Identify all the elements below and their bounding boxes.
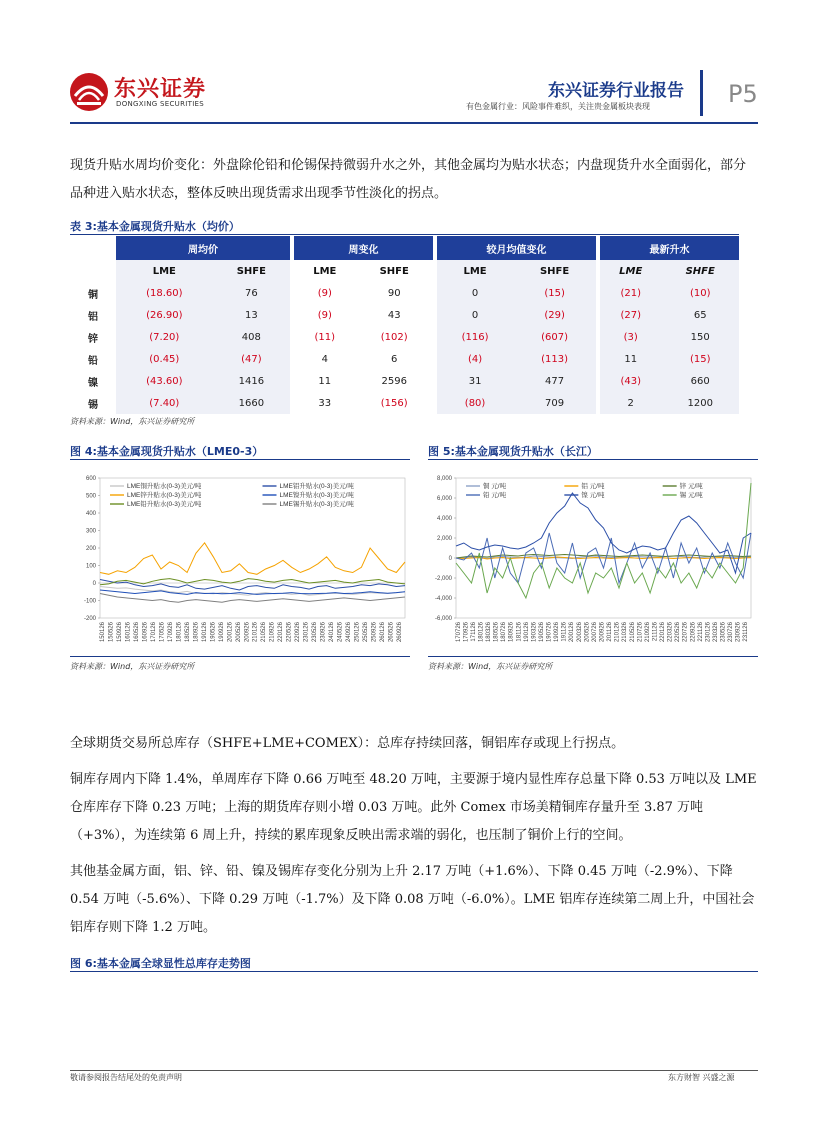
x-tick-label: 220326 [667,622,674,643]
table-row [70,304,739,326]
x-tick-label: 180926 [193,622,200,643]
table-cell: 11 [600,348,661,370]
x-tick-label: 190126 [201,622,208,643]
x-tick-label: 250926 [371,622,378,643]
y-tick-label: 4,000 [436,516,452,522]
table-cell: 477 [513,370,596,392]
metal-label: 锡 [88,399,98,411]
table-cell: 43 [387,309,401,321]
table-cell: (47) [213,348,291,370]
page-number: P5 [728,80,758,108]
basis-table [70,236,739,414]
table-cell: 1660 [213,392,291,414]
group-header-weekly-avg: 周均价 [116,236,290,260]
x-tick-label: 210526 [629,622,636,643]
x-tick-label: 150926 [117,622,124,643]
subheader-lme: LME [116,260,213,282]
table-cell: (9) [317,309,332,321]
x-tick-label: 190726 [546,622,553,643]
y-tick-label: 0 [92,581,96,587]
x-tick-label: 200326 [576,622,583,643]
y-tick-label: 600 [85,476,96,482]
legend-label: 锡 元/吨 [679,492,703,500]
y-tick-label: 8,000 [436,476,452,482]
x-tick-label: 220126 [278,622,285,643]
paragraph-other-metals: 其他基金属方面，铝、锌、铅、镍及锡库存变化分别为上升 2.17 万吨（+1.6%）、下降 0.45 万吨（-2.9%）、下降 0.54 万吨（-5.6%）、下降 0.29 万吨（-1.7%）及下降 0.08 万吨（-6.0%）。LME 铝库存连续第二周上升，中国社会铝库存则下降 1.2 万吨。 [70,864,755,935]
subheader-shfe: SHFE [661,260,739,282]
x-tick-label: 200926 [599,622,606,643]
x-tick-label: 220926 [295,622,302,643]
figure5-chart [428,470,758,655]
figure5-bottom-rule [428,656,758,657]
x-tick-label: 210326 [622,622,629,643]
logo-text-en: DONGXING SECURITIES [116,100,205,108]
figure4-caption: 图 4:基本金属现货升贴水（LME0-3） [70,445,264,458]
table-row [70,392,739,414]
group-header-latest: 最新升水 [600,236,739,260]
table-cell: (18.60) [116,282,213,304]
legend-label: 锌 元/吨 [679,483,703,491]
table-cell: (607) [513,326,596,348]
table-cell: (156) [380,397,408,409]
x-tick-label: 170126 [151,622,158,643]
x-tick-label: 210126 [252,622,259,643]
series-line-4 [100,579,405,585]
table-cell: (113) [513,348,596,370]
x-tick-label: 150526 [108,622,115,643]
subheader-shfe: SHFE [355,260,433,282]
x-tick-label: 180726 [501,622,508,643]
x-tick-label: 160526 [134,622,141,643]
table-cell: 709 [513,392,596,414]
x-tick-label: 210926 [269,622,276,643]
y-tick-label: 6,000 [436,496,452,502]
group-header-vs-monthly: 较月均值变化 [437,236,596,260]
legend-label: 铅 元/吨 [483,492,507,500]
table-cell: 4 [321,353,328,365]
x-tick-label: 260126 [379,622,386,643]
subheader-shfe: SHFE [213,260,291,282]
x-tick-label: 190926 [554,622,561,643]
x-tick-label: 260526 [388,622,395,643]
header-rule [70,122,758,124]
table-cell: 33 [318,397,332,409]
y-tick-label: -200 [83,616,96,622]
x-tick-label: 160126 [125,622,132,643]
table-cell: 65 [661,304,739,326]
table-cell: (21) [600,282,661,304]
table-cell: 660 [661,370,739,392]
x-tick-label: 220926 [690,622,697,643]
table-row [70,348,739,370]
x-tick-label: 180526 [184,622,191,643]
x-tick-label: 200126 [569,622,576,643]
metal-label: 镍 [88,377,98,389]
paragraph-basis-summary: 现货升贴水周均价变化：外盘除伦铅和伦锡保持微弱升水之外，其他金属均为贴水状态；内盘现货升水全面弱化，部分品种进入贴水状态，整体反映出现货需求出现季节性淡化的拐点。 [70,158,747,201]
series-line-1 [100,580,405,591]
series-line-2 [100,543,405,575]
table-cell: 408 [213,326,291,348]
x-tick-label: 190526 [538,622,545,643]
x-tick-label: 230126 [705,622,712,643]
legend-label: LME铜升贴水(0-3)美元/吨 [127,483,202,491]
y-tick-label: -6,000 [434,616,452,622]
table-caption: 表 3:基本金属现货升贴水（均价） [70,220,240,233]
x-tick-label: 190926 [218,622,225,643]
y-tick-label: 100 [85,563,96,570]
table-cell: 6 [391,353,398,365]
legend-label: LME铝升贴水(0-3)美元/吨 [279,483,354,491]
x-tick-label: 220126 [660,622,667,643]
x-tick-label: 200926 [244,622,251,643]
x-tick-label: 210526 [261,622,268,643]
x-tick-label: 230126 [303,622,310,643]
legend-label: LME锌升贴水(0-3)美元/吨 [127,492,202,500]
logo-text-cn: 东兴证券 [114,77,207,102]
figure5-caption: 图 5:基本金属现货升贴水（长江） [428,445,598,458]
table-cell: (9) [317,287,332,299]
paragraph-copper-inventory: 铜库存周内下降 1.4%，单周库存下降 0.66 万吨至 48.20 万吨，主要源于境内显性库存总量下降 0.53 万吨以及 LME 仓库库存下降 0.23 万吨；上海的期货库存则小增 0.03 万吨。此外 Comex 市场美精铜库存量升至 3.87 万吨（+3%），为连续第 6 周上升，持续的累库现象反映出需求端的弱化，也压制了铜价上行的空间。 [70,772,757,843]
x-tick-label: 170926 [168,622,175,643]
x-tick-label: 200526 [584,622,591,643]
series-line-5 [456,483,751,598]
subheader-shfe: SHFE [513,260,596,282]
figure5-source: 资料来源：Wind，东兴证券研究所 [428,662,553,671]
x-tick-label: 200726 [591,622,598,643]
report-subtitle: 有色金属行业：风险事件难织，关注贵金属板块表现 [466,102,650,111]
paragraph-inventory-heading: 全球期货交易所总库存（SHFE+LME+COMEX）：总库存持续回落，铜铝库存或现上行拐点。 [70,736,625,751]
legend-label: LME镍升贴水(0-3)美元/吨 [279,492,354,500]
table-cell: (26.90) [116,304,213,326]
table-row [70,326,739,348]
x-tick-label: 190526 [210,622,217,643]
x-tick-label: 221126 [697,622,704,642]
table-cell: 0 [437,304,513,326]
group-header-weekly-change: 周变化 [294,236,433,260]
figure4-caption-rule [70,459,410,460]
table-cell: (102) [380,331,408,343]
subheader-lme: LME [600,260,661,282]
table-cell: (43) [600,370,661,392]
x-tick-label: 220726 [682,622,689,643]
table-cell: (11) [314,331,336,343]
x-tick-label: 170926 [463,622,470,643]
footer-disclaimer: 敬请参阅报告结尾处的免责声明 [70,1073,182,1082]
x-tick-label: 230326 [712,622,719,643]
table-caption-rule [70,234,739,235]
x-tick-label: 170526 [159,622,166,643]
table-cell: 0 [437,282,513,304]
legend-label: 铜 元/吨 [483,483,507,491]
table-cell: (3) [600,326,661,348]
table-cell: 90 [387,287,401,299]
series-line-4 [456,493,751,573]
y-tick-label: 400 [85,511,96,517]
x-tick-label: 211126 [652,622,659,642]
table-cell: 76 [213,282,291,304]
metal-label: 铝 [88,311,98,323]
x-tick-label: 180126 [176,622,183,643]
legend-label: 铝 元/吨 [581,483,605,491]
table-cell: 1200 [661,392,739,414]
table-cell: (7.40) [116,392,213,414]
y-tick-label: -2,000 [434,576,452,582]
header-divider [700,70,703,116]
table-cell: 13 [213,304,291,326]
legend-label: 镍 元/吨 [581,492,605,500]
x-tick-label: 230926 [735,622,742,643]
table-cell: 31 [437,370,513,392]
x-tick-label: 191126 [561,622,568,642]
y-tick-label: 2,000 [436,536,452,542]
legend-label: LME铅升贴水(0-3)美元/吨 [127,501,202,509]
table-cell: (15) [513,282,596,304]
x-tick-label: 171126 [470,622,477,642]
table-cell: (7.20) [116,326,213,348]
table-cell: (15) [661,348,739,370]
footer-rule [70,1070,758,1071]
x-tick-label: 201126 [607,622,614,642]
x-tick-label: 220526 [286,622,293,643]
y-tick-label: -100 [83,598,96,605]
table-cell: 1416 [213,370,291,392]
table-cell: (29) [513,304,596,326]
x-tick-label: 240926 [345,622,352,643]
x-tick-label: 200526 [235,622,242,643]
table-corner [70,236,116,260]
table-cell: (0.45) [116,348,213,370]
x-tick-label: 220526 [675,622,682,643]
table-cell: 11 [318,375,332,387]
x-tick-label: 240126 [328,622,335,643]
x-tick-label: 190126 [523,622,530,643]
x-tick-label: 180126 [478,622,485,643]
table-cell: 2 [600,392,661,414]
x-tick-label: 210926 [644,622,651,643]
subheader-lme: LME [294,260,355,282]
y-tick-label: 200 [85,546,96,552]
subheader-lme: LME [437,260,513,282]
y-tick-label: 500 [85,493,96,500]
figure6-caption: 图 6:基本金属全球显性总库存走势图 [70,957,251,970]
table-cell: (43.60) [116,370,213,392]
x-tick-label: 240526 [337,622,344,643]
table-cell: 2596 [381,375,407,387]
table-cell: (4) [437,348,513,370]
table-cell: (116) [437,326,513,348]
table-source: 资料来源：Wind，东兴证券研究所 [70,417,195,426]
report-title: 东兴证券行业报告 [548,81,684,101]
x-tick-label: 250526 [362,622,369,643]
figure4-bottom-rule [70,656,410,657]
legend-label: LME锡升贴水(0-3)美元/吨 [279,501,354,509]
figure6-caption-rule [70,971,758,972]
metal-label: 锌 [88,333,98,345]
table-cell: 150 [661,326,739,348]
x-tick-label: 160926 [142,622,149,643]
x-tick-label: 250126 [354,622,361,643]
x-tick-label: 180326 [486,622,493,643]
x-tick-label: 231126 [743,622,750,642]
x-tick-label: 180926 [508,622,515,643]
metal-label: 铅 [88,355,98,367]
table-cell: (80) [437,392,513,414]
metal-label: 铜 [88,289,98,301]
x-tick-label: 180526 [493,622,500,643]
x-tick-label: 190326 [531,622,538,643]
figure5-caption-rule [428,459,758,460]
x-tick-label: 230526 [720,622,727,643]
x-tick-label: 210726 [637,622,644,643]
y-tick-label: -4,000 [434,596,452,602]
y-tick-label: 300 [85,528,96,535]
x-tick-label: 181126 [516,622,523,642]
dongxing-logo-icon [69,72,109,112]
table-row [70,282,739,304]
table-cell: (27) [600,304,661,326]
x-tick-label: 230726 [728,622,735,643]
table-cell: (10) [661,282,739,304]
x-tick-label: 150126 [100,622,107,643]
figure4-source: 资料来源：Wind，东兴证券研究所 [70,662,195,671]
x-tick-label: 170726 [455,622,462,643]
figure4-chart [70,470,410,655]
x-tick-label: 230526 [312,622,319,643]
table-row [70,370,739,392]
footer-slogan: 东方财智 兴盛之源 [668,1073,735,1082]
x-tick-label: 230926 [320,622,327,643]
y-tick-label: 0 [448,556,452,562]
x-tick-label: 200126 [227,622,234,643]
x-tick-label: 260926 [396,622,403,643]
x-tick-label: 210126 [614,622,621,643]
